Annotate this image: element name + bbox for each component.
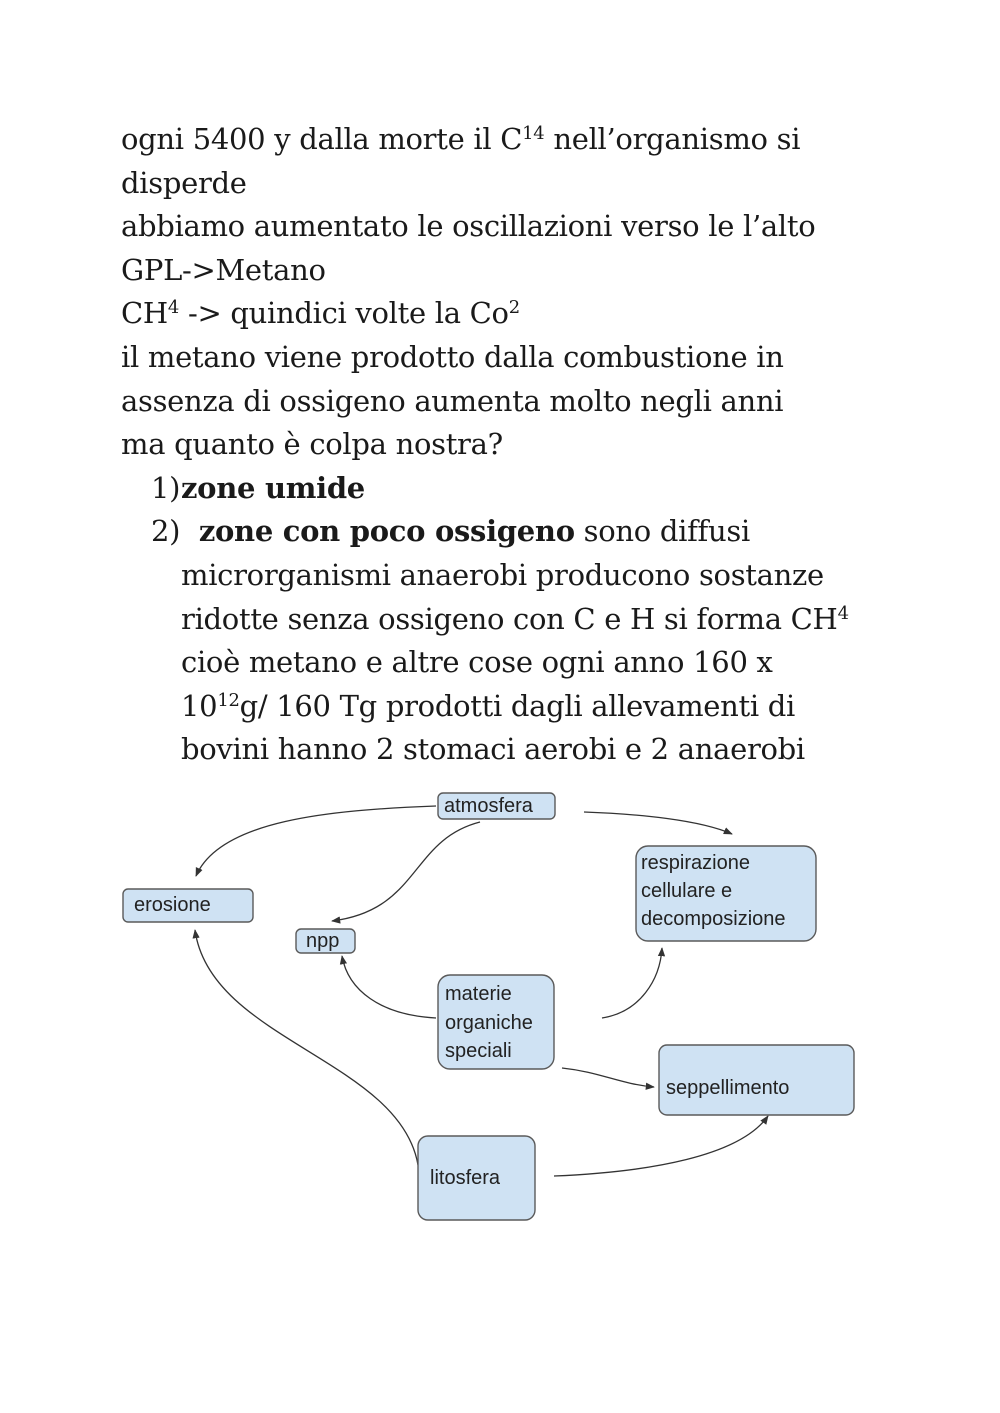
arrow-litosfera-erosione — [195, 930, 418, 1165]
list-item-title: zone umide — [181, 470, 365, 505]
arrow-materie-npp — [342, 956, 436, 1018]
arrow-materie-respirazione — [602, 948, 662, 1018]
svg-text:seppellimento: seppellimento — [666, 1077, 790, 1099]
svg-text:erosione: erosione — [134, 894, 211, 916]
svg-text:npp: npp — [306, 930, 340, 952]
text-line: disperde — [121, 165, 247, 200]
svg-text:speciali: speciali — [445, 1040, 512, 1062]
text-line: abbiamo aumentato le oscillazioni verso le l’alto — [121, 209, 816, 244]
list-marker: 2) — [151, 514, 181, 549]
list-item-text: microrganismi anaerobi producono sostanze — [181, 557, 824, 592]
list-item-text: ridotte senza ossigeno con C e H si forma $CH^4$ — [181, 601, 849, 636]
node-atmosfera — [438, 793, 555, 819]
svg-text:litosfera: litosfera — [430, 1167, 501, 1189]
text-line: GPL->Metano — [121, 252, 326, 287]
list-item-text: bovini hanno 2 stomaci aerobi e 2 anaerobi — [181, 732, 805, 767]
svg-text:atmosfera: atmosfera — [444, 795, 533, 817]
node-materie-organiche — [438, 975, 554, 1069]
list-item-title: zone con poco ossigeno — [198, 514, 575, 549]
text-line: $CH^4$ -> quindici volte la Co$^2$ — [121, 296, 520, 331]
node-seppellimento — [659, 1045, 854, 1115]
arrow-materie-seppellimento — [562, 1068, 654, 1087]
text-line: assenza di ossigeno aumenta molto negli anni — [121, 383, 784, 418]
text-line: il metano viene prodotto dalla combustione in — [121, 339, 784, 374]
node-litosfera — [418, 1136, 535, 1220]
list-marker: 1) — [151, 470, 181, 505]
list-item-text: $10^{12}g/$ 160 Tg prodotti dagli allevamenti di — [181, 688, 796, 723]
arrow-atmosfera-erosione — [196, 806, 436, 876]
arrow-atmosfera-respirazione — [584, 812, 732, 834]
text-line: ogni 5400 y dalla morte il $C^{14}$ nell’organismo si — [121, 122, 801, 156]
svg-text:decomposizione: decomposizione — [641, 908, 786, 930]
list-item: 2) zone con poco ossigeno sono diffusi microrganismi anaerobi producono sostanze ridotte senza ossigeno con C e H si forma $CH^4$ cioè metano e altre cose ogni anno 160 x $10^{12}g/$ 160 Tg prodotti dagli allevamenti di bovini hanno 2 stomaci aerobi e 2 anaerobi — [121, 510, 881, 772]
list-item-text: cioè metano e altre cose ogni anno 160 x — [181, 645, 773, 680]
svg-text:respirazione: respirazione — [641, 852, 750, 874]
arrow-litosfera-seppellimento — [554, 1116, 768, 1176]
text-line: ma quanto è colpa nostra? — [121, 427, 503, 462]
arrow-atmosfera-npp — [332, 822, 480, 921]
node-npp — [296, 929, 355, 953]
node-respirazione — [636, 846, 816, 941]
node-erosione — [123, 889, 253, 922]
svg-text:cellulare e: cellulare e — [641, 880, 733, 902]
svg-text:materie: materie — [445, 983, 512, 1005]
svg-text:organiche: organiche — [445, 1012, 533, 1034]
